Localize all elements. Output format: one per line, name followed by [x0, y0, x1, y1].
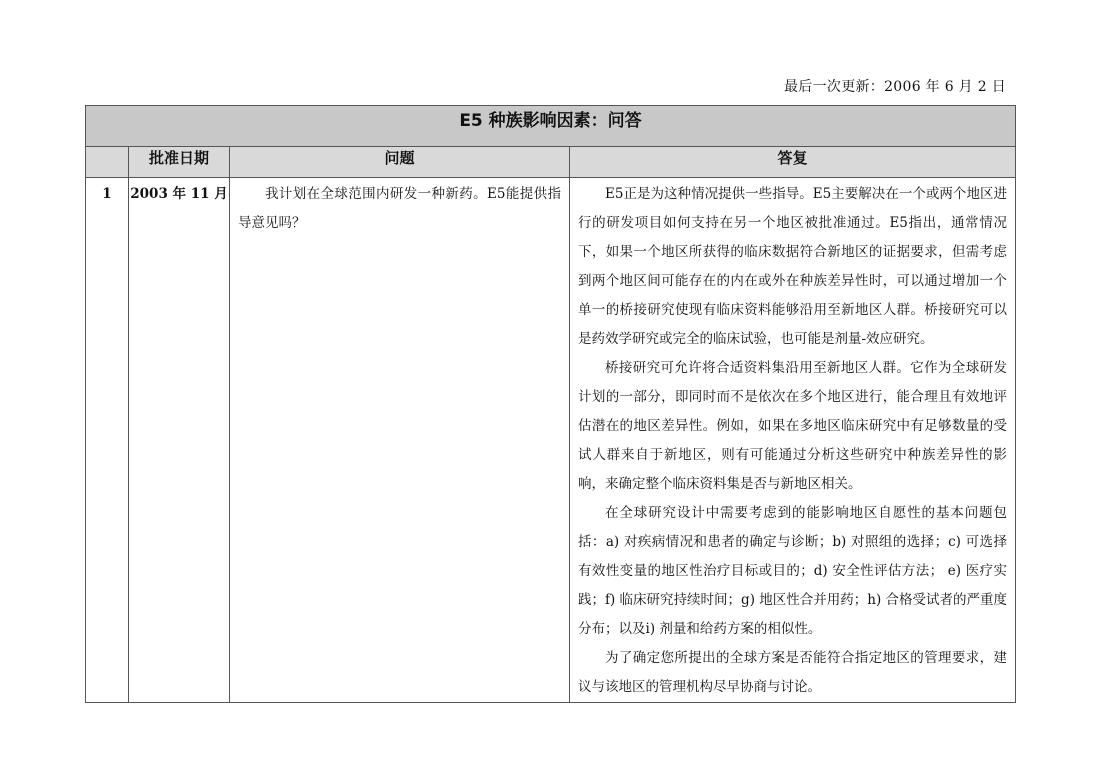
- row-number: 1: [86, 178, 129, 703]
- table-header-row: [86, 147, 1016, 178]
- approval-date: 2003 年 11 月: [129, 178, 230, 703]
- answer-cell: [570, 178, 1016, 703]
- question-text: 我计划在全球范围内研发一种新药。E5能提供指导意见吗？: [238, 186, 561, 231]
- answer-paragraph: 为了确定您所提出的全球方案是否能符合指定地区的管理要求，建议与该地区的管理机构尽早协商与讨论。: [578, 650, 1007, 695]
- answer-column-header: 答复: [570, 147, 1016, 178]
- answer-paragraph: E5正是为这种情况提供一些指导。E5主要解决在一个或两个地区进行的研发项目如何支持在另一个地区被批准通过。E5指出，通常情况下，如果一个地区所获得的临床数据符合新地区的证据要求，但需考虑到两个地区间可能存在的内在或外在种族差异性时，可以通过增加一个单一的桥接研究使现有临床资料能够沿用至新地区人群。桥接研究可以是药效学研究或完全的临床试验，也可能是剂量-效应研究。: [578, 186, 1007, 347]
- question-cell: [230, 178, 570, 703]
- table-title-row: [86, 106, 1016, 147]
- question-column-header: 问题: [230, 147, 570, 178]
- table-row: [86, 178, 1016, 703]
- number-column-header: [86, 147, 129, 178]
- answer-paragraph: 桥接研究可允许将合适资料集沿用至新地区人群。它作为全球研发计划的一部分，即同时而不是依次在多个地区进行，能合理且有效地评估潜在的地区差异性。例如，如果在多地区临床研究中有足够数量的受试人群来自于新地区，则有可能通过分析这些研究中种族差异性的影响，来确定整个临床资料集是否与新地区相关。: [578, 360, 1007, 492]
- date-column-header: 批准日期: [129, 147, 230, 178]
- qa-table: [85, 105, 1016, 703]
- answer-paragraph: 在全球研究设计中需要考虑到的能影响地区自愿性的基本问题包括：a) 对疾病情况和患者的确定与诊断；b) 对照组的选择；c) 可选择有效性变量的地区性治疗目标或目的；d) 安全性评估方法； e) 医疗实践；f) 临床研究持续时间；g) 地区性合并用药；h) 合格受试者的严重度分布；以及i) 剂量和给药方案的相似性。: [578, 505, 1008, 637]
- table-title: E5 种族影响因素：问答: [86, 106, 1016, 147]
- last-updated-note: 最后一次更新：2006 年 6 月 2 日: [784, 79, 1006, 95]
